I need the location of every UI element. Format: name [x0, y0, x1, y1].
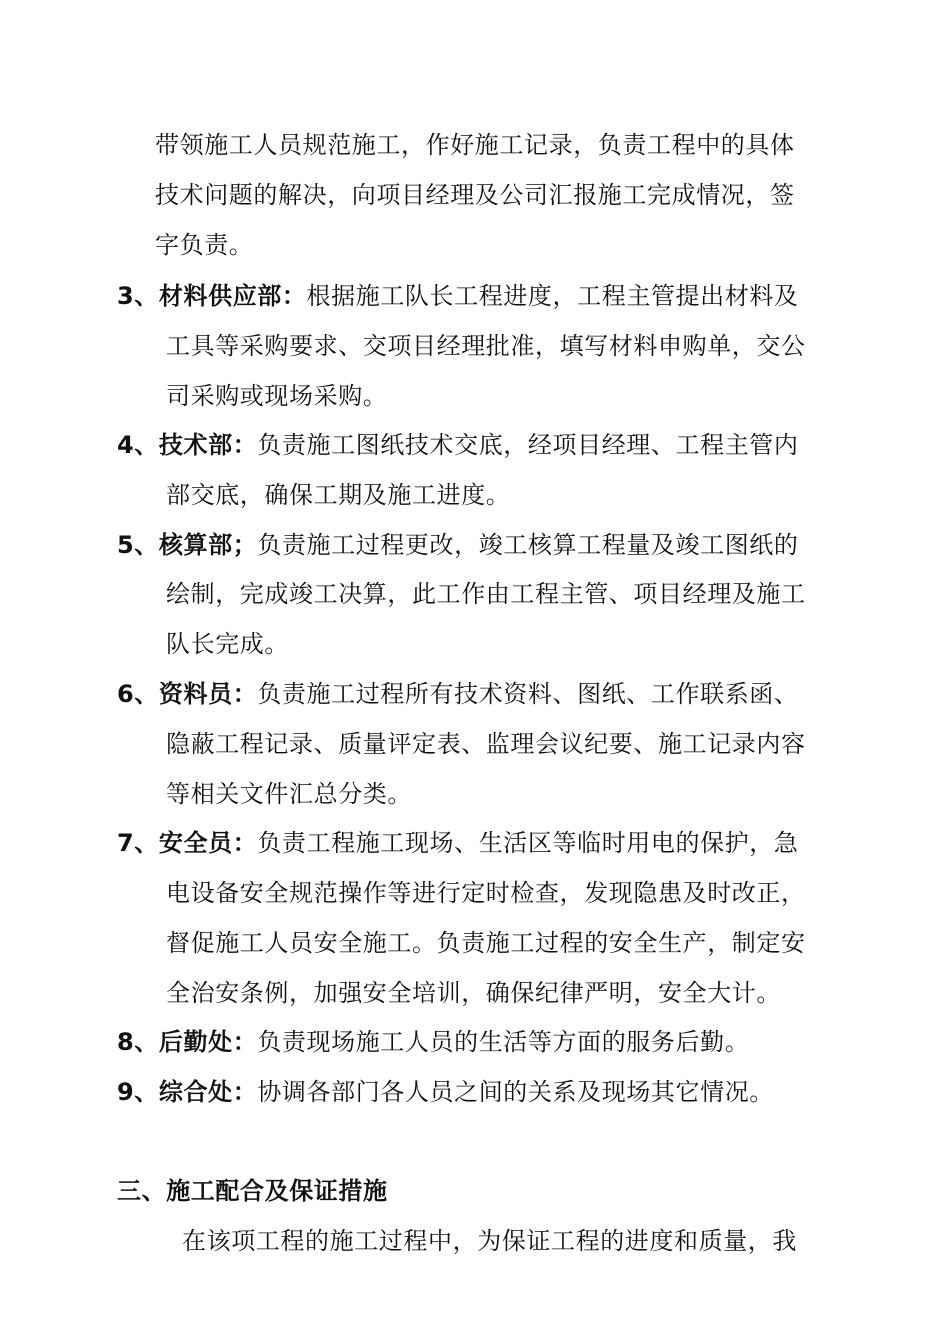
item-text: 督促施工人员安全施工。负责施工过程的安全生产，制定安 — [166, 929, 806, 957]
item-label: 综合处： — [158, 1078, 258, 1106]
list-item — [117, 428, 799, 462]
item-number: 3、 — [117, 282, 159, 310]
item-text: 电设备安全规范操作等进行定时检查，发现隐患及时改正， — [166, 879, 806, 907]
item-text: 绘制，完成竣工决算，此工作由工程主管、项目经理及施工 — [166, 580, 806, 608]
item-label: 资料员： — [158, 680, 258, 708]
item-text: 负责工程施工现场、生活区等临时用电的保护，急 — [257, 829, 799, 857]
item-text: 全治安条例，加强安全培训，确保纪律严明，安全大计。 — [166, 979, 781, 1007]
item-text: 部交底，确保工期及施工进度。 — [166, 481, 511, 509]
intro-line: 字负责。 — [155, 231, 254, 259]
item-text: 队长完成。 — [166, 630, 289, 658]
item-text: 根据施工队长工程进度，工程主管提出材料及 — [306, 282, 799, 310]
item-label: 技术部： — [158, 431, 258, 459]
section-paragraph: 在该项工程的施工过程中，为保证工程的进度和质量，我 — [182, 1227, 797, 1255]
item-text: 协调各部门各人员之间的关系及现场其它情况。 — [257, 1078, 774, 1106]
item-text: 司采购或现场采购。 — [166, 382, 388, 410]
list-item — [117, 826, 799, 860]
list-item — [117, 279, 799, 313]
item-number: 6、 — [117, 680, 159, 708]
item-text: 工具等采购要求、交项目经理批准，填写材料申购单，交公 — [166, 332, 806, 360]
item-text: 隐蔽工程记录、质量评定表、监理会议纪要、施工记录内容 — [166, 730, 806, 758]
item-text: 负责施工过程更改，竣工核算工程量及竣工图纸的 — [257, 531, 799, 559]
item-text: 等相关文件汇总分类。 — [166, 780, 412, 808]
list-item — [117, 1025, 749, 1059]
list-item — [117, 677, 799, 711]
item-label: 后勤处： — [158, 1028, 258, 1056]
item-number: 9、 — [117, 1078, 159, 1106]
item-number: 7、 — [117, 829, 159, 857]
item-text: 负责施工图纸技术交底，经项目经理、工程主管内 — [257, 431, 799, 459]
list-item — [117, 528, 799, 562]
section-heading: 三、施工配合及保证措施 — [117, 1177, 388, 1205]
intro-line: 带领施工人员规范施工，作好施工记录，负责工程中的具体 — [155, 131, 795, 159]
item-text: 负责施工过程所有技术资料、图纸、工作联系函、 — [257, 680, 799, 708]
item-number: 4、 — [117, 431, 159, 459]
intro-line: 技术问题的解决，向项目经理及公司汇报施工完成情况，签 — [155, 181, 795, 209]
item-label: 核算部； — [158, 531, 258, 559]
item-label: 安全员： — [158, 829, 258, 857]
item-text: 负责现场施工人员的生活等方面的服务后勤。 — [257, 1028, 750, 1056]
item-number: 8、 — [117, 1028, 159, 1056]
item-number: 5、 — [117, 531, 159, 559]
item-label: 材料供应部： — [158, 282, 307, 310]
list-item — [117, 1075, 774, 1109]
